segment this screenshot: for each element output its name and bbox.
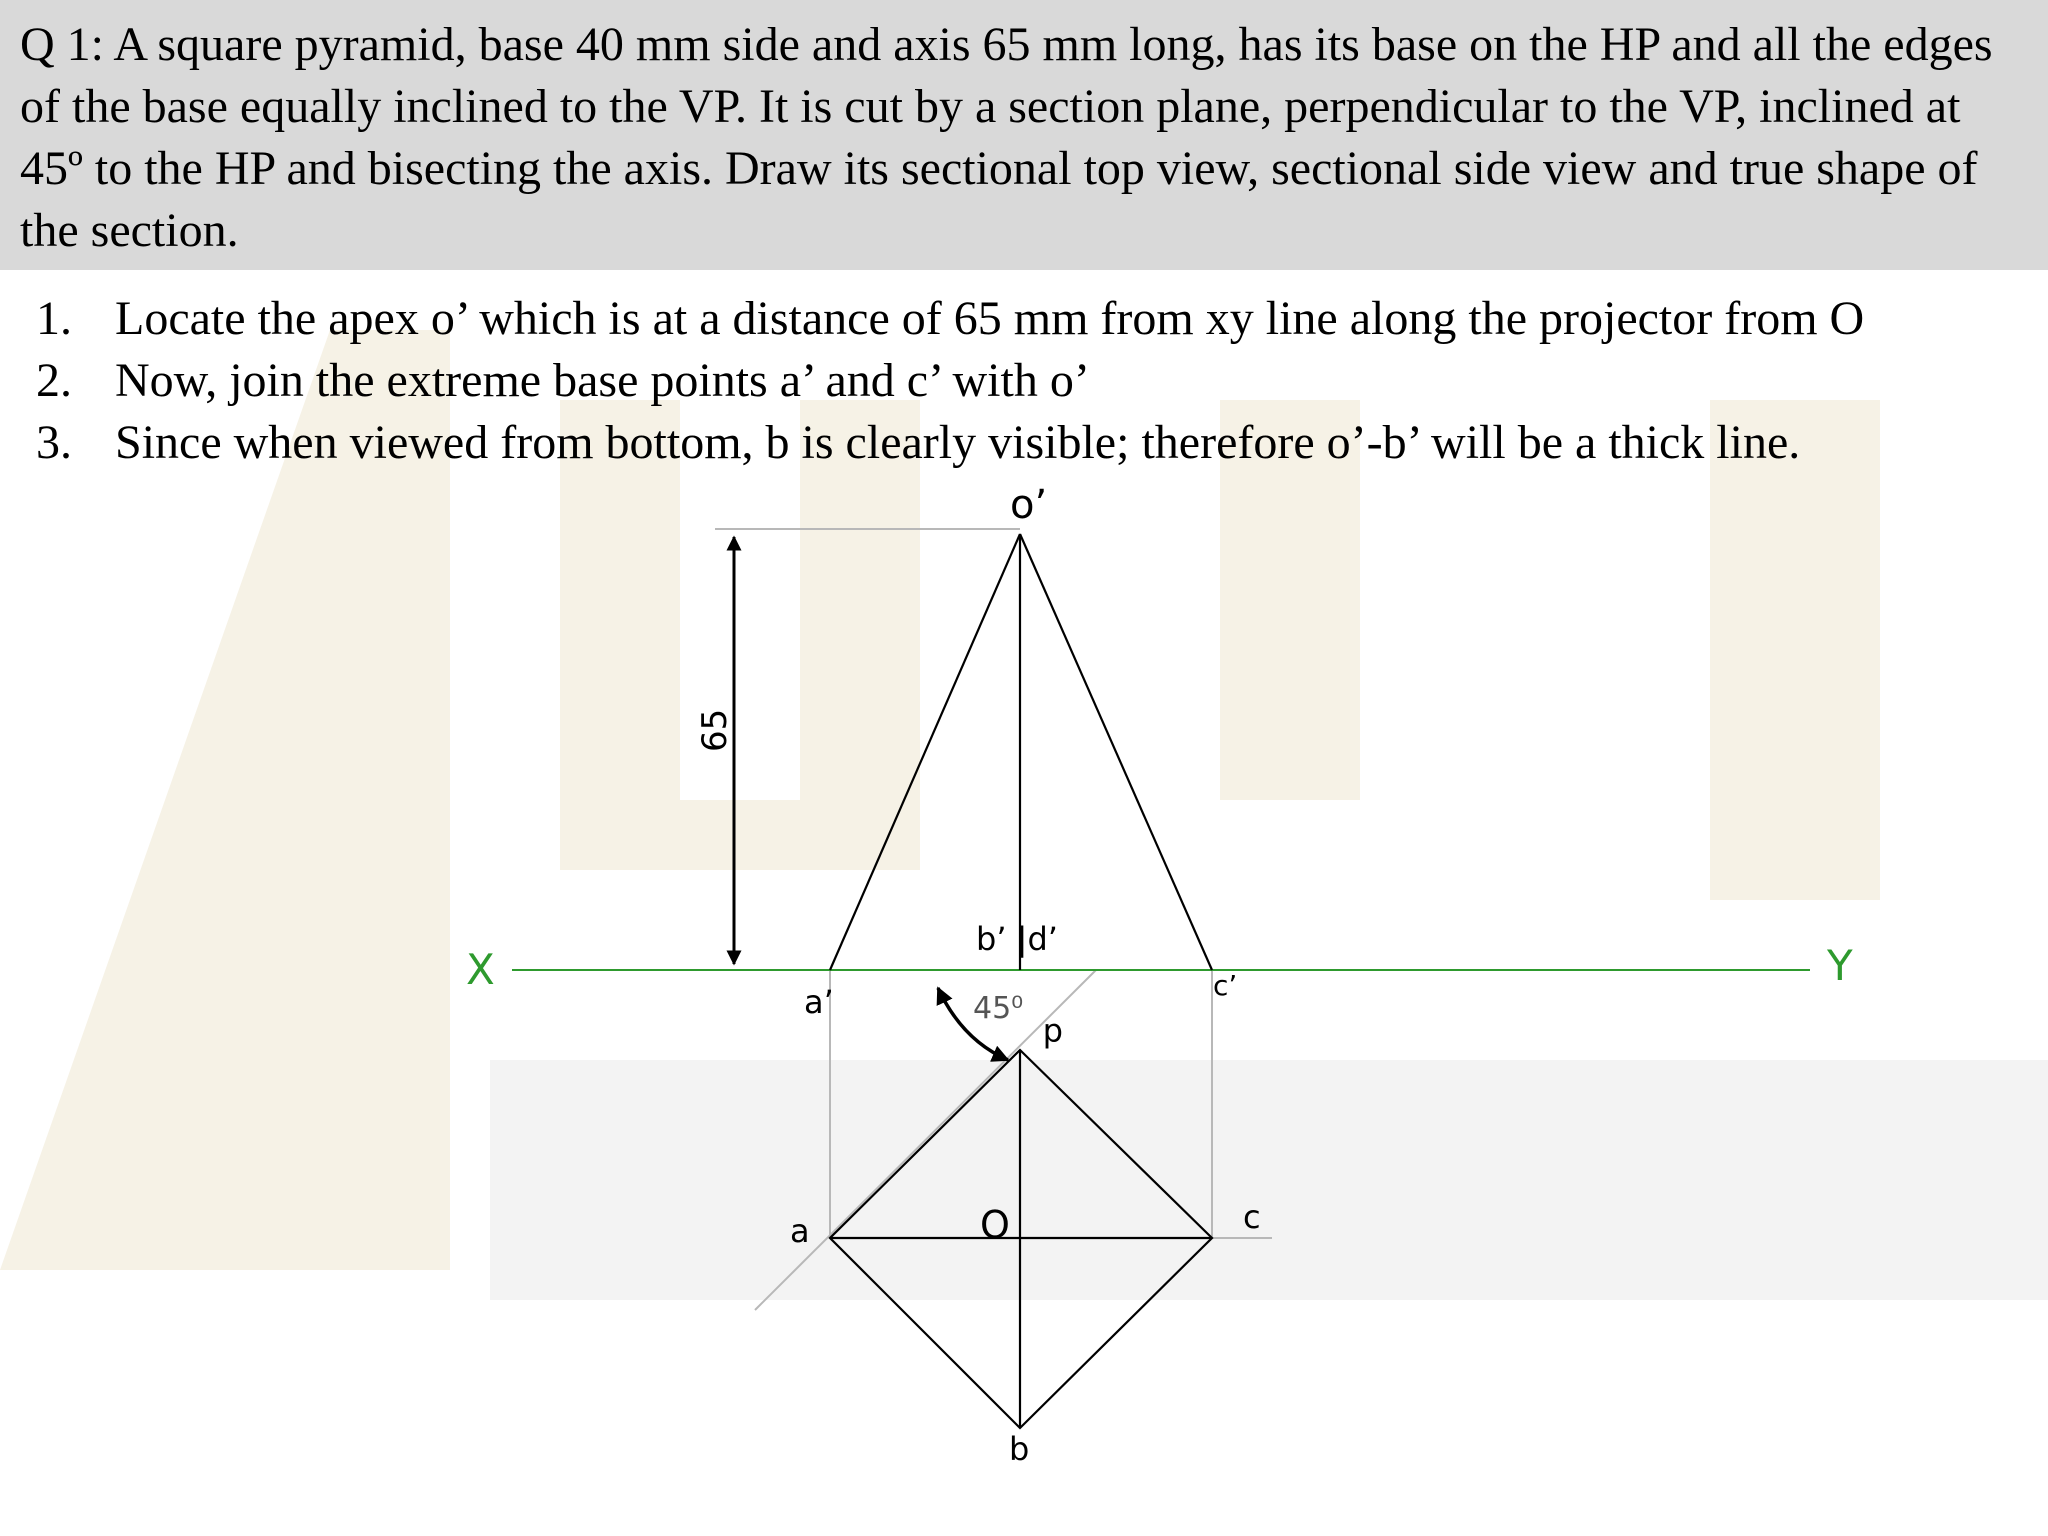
front-edge-o-c — [1020, 534, 1212, 970]
dimension-label-65: 65 — [695, 708, 735, 752]
step-number: 1. — [36, 292, 72, 345]
o-top-label: O — [980, 1203, 1010, 1247]
d-top-label: d — [1042, 1016, 1063, 1054]
y-label: Y — [1827, 941, 1853, 990]
angle-label: 45⁰ — [973, 991, 1024, 1026]
c-top-label: c — [1243, 1198, 1261, 1236]
apex-label: o’ — [1010, 482, 1048, 528]
x-label: X — [466, 945, 495, 994]
question-text: Q 1: A square pyramid, base 40 mm side and axis 65 mm long, has its base on the HP and all the edges of the base equally inclined to the VP. It is cut by a section plane, perpendicular to the VP, inclined at 45º to the HP and bisecting the axis. Draw its sectional top view, sectional side view and true shape of the section. — [20, 18, 1993, 257]
step-text: Now, join the extreme base points a’ and c’ with o’ — [115, 354, 1090, 407]
step-text: Since when viewed from bottom, b is clearly visible; therefore o’-b’ will be a thick line. — [115, 416, 1801, 469]
bd-front-label: b’ |d’ — [976, 920, 1058, 958]
step-number: 3. — [36, 416, 72, 469]
step-text: Locate the apex o’ which is at a distance of 65 mm from xy line along the projector from O — [115, 292, 1865, 345]
a-front-label: a’ — [804, 983, 834, 1021]
front-edge-o-a — [830, 534, 1020, 970]
step-number: 2. — [36, 354, 72, 407]
c-front-label: c’ — [1213, 969, 1238, 1002]
a-top-label: a — [790, 1212, 810, 1250]
b-top-label: b — [1009, 1430, 1030, 1468]
